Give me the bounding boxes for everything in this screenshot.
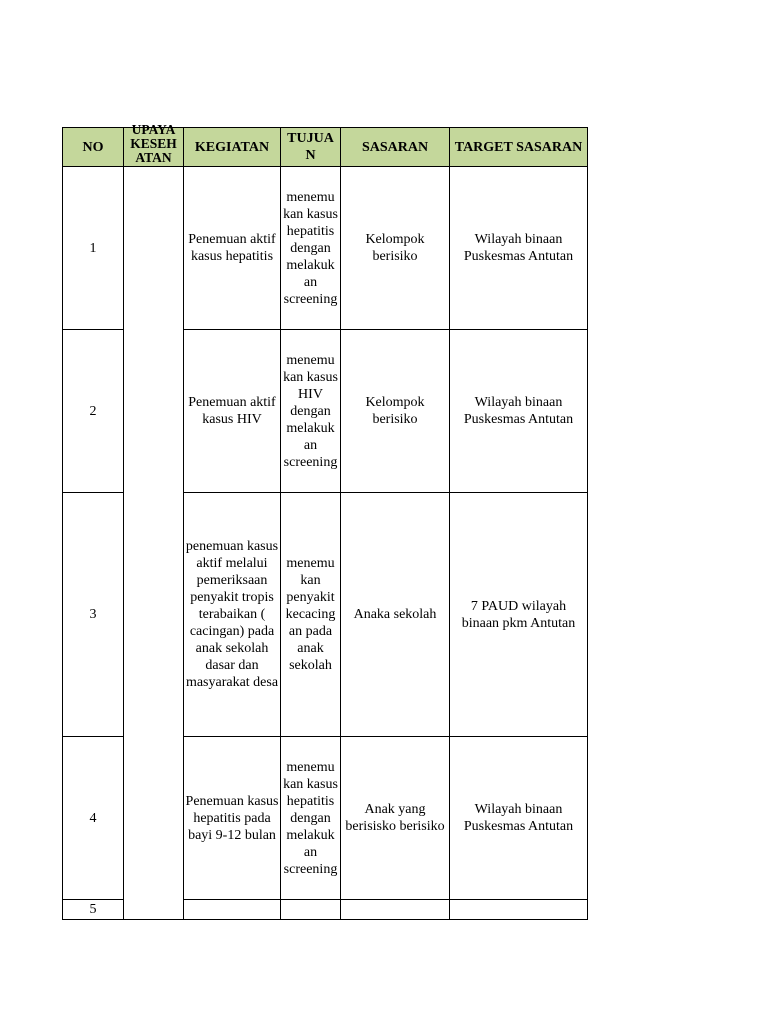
cell-tujuan: menemu kan kasus HIV dengan melakuk an screening xyxy=(281,330,341,493)
cell-target: Wilayah binaan Puskesmas Antutan xyxy=(450,330,588,493)
cell-kegiatan: Penemuan aktif kasus hepatitis xyxy=(184,167,281,330)
cell-target: Wilayah binaan Puskesmas Antutan xyxy=(450,167,588,330)
cell-tujuan: menemu kan kasus hepatitis dengan melakuk an screening xyxy=(281,737,341,900)
cell-target: 7 PAUD wilayah binaan pkm Antutan xyxy=(450,493,588,737)
cell-no: 2 xyxy=(63,330,124,493)
cell-upaya xyxy=(124,167,184,920)
header-target: TARGET SASARAN xyxy=(450,128,588,167)
cell-no: 3 xyxy=(63,493,124,737)
cell-tujuan: menemu kan penyakit kecacing an pada anak sekolah xyxy=(281,493,341,737)
cell-sasaran: Anak yang berisisko berisiko xyxy=(341,737,450,900)
header-upaya xyxy=(124,122,184,167)
cell-kegiatan: penemuan kasus aktif melalui pemeriksaan penyakit tropis terabaikan ( cacingan) pada anak sekolah dasar dan masyarakat desa xyxy=(184,493,281,737)
header-tujuan: TUJUA N xyxy=(281,128,341,167)
header-sasaran: SASARAN xyxy=(341,128,450,167)
program-table xyxy=(62,122,588,920)
cell-sasaran: Kelompok berisiko xyxy=(341,330,450,493)
cell-sasaran: Anaka sekolah xyxy=(341,493,450,737)
header-no: NO xyxy=(63,128,124,167)
cell-kegiatan: Penemuan kasus hepatitis pada bayi 9-12 bulan xyxy=(184,737,281,900)
cell-kegiatan: Penemuan aktif kasus HIV xyxy=(184,330,281,493)
cell-target: Wilayah binaan Puskesmas Antutan xyxy=(450,737,588,900)
cell-sasaran xyxy=(341,900,450,920)
cell-no: 4 xyxy=(63,737,124,900)
table-header-row xyxy=(63,128,588,167)
table-row xyxy=(63,167,588,330)
cell-no: 1 xyxy=(63,167,124,330)
cell-no: 5 xyxy=(63,900,124,920)
header-kegiatan: KEGIATAN xyxy=(184,128,281,167)
cell-target xyxy=(450,900,588,920)
cell-tujuan: menemu kan kasus hepatitis dengan melakuk an screening xyxy=(281,167,341,330)
cell-tujuan xyxy=(281,900,341,920)
header-upaya-label: UPAYA KESEH ATAN xyxy=(130,122,177,165)
cell-kegiatan xyxy=(184,900,281,920)
cell-sasaran: Kelompok berisiko xyxy=(341,167,450,330)
